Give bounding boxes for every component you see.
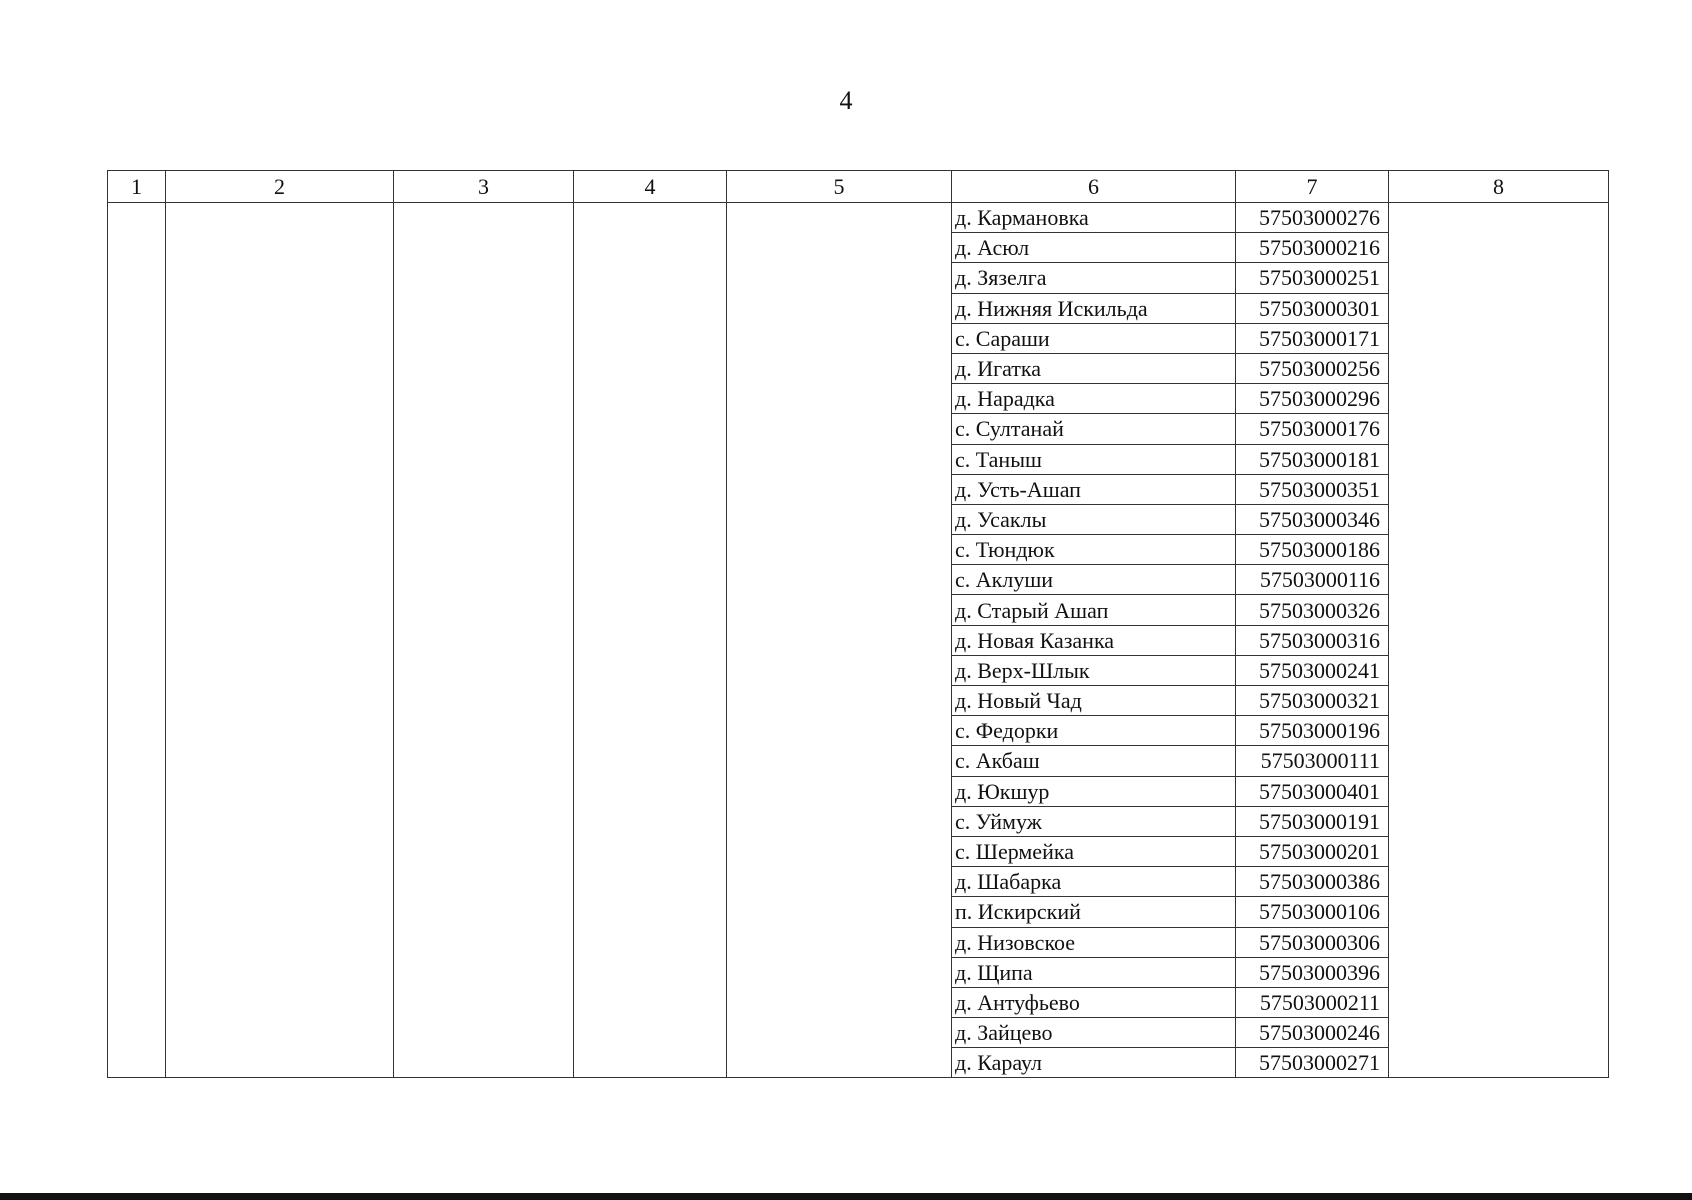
column-5-cell	[727, 203, 952, 1078]
settlement-name-cell: с. Уймуж	[952, 806, 1236, 836]
settlement-name-cell: д. Низовское	[952, 927, 1236, 957]
column-2-cell	[166, 203, 394, 1078]
column-3-cell	[394, 203, 574, 1078]
settlement-name-cell: с. Сараши	[952, 323, 1236, 353]
settlement-name-cell: д. Нижняя Искильда	[952, 293, 1236, 323]
oktmo-code-cell: 57503000216	[1236, 233, 1389, 263]
table-row	[108, 203, 1609, 233]
oktmo-code-cell: 57503000241	[1236, 655, 1389, 685]
settlement-name-cell: д. Верх-Шлык	[952, 655, 1236, 685]
oktmo-code-cell: 57503000111	[1236, 746, 1389, 776]
oktmo-code-cell: 57503000321	[1236, 686, 1389, 716]
oktmo-code-cell: 57503000116	[1236, 565, 1389, 595]
oktmo-code-cell: 57503000246	[1236, 1018, 1389, 1048]
oktmo-code-cell: 57503000316	[1236, 625, 1389, 655]
oktmo-code-cell: 57503000181	[1236, 444, 1389, 474]
settlement-name-cell: д. Караул	[952, 1048, 1236, 1078]
oktmo-code-cell: 57503000106	[1236, 897, 1389, 927]
settlement-name-cell: д. Усаклы	[952, 504, 1236, 534]
column-header-4: 4	[574, 171, 727, 203]
settlement-name-cell: с. Таныш	[952, 444, 1236, 474]
oktmo-code-cell: 57503000296	[1236, 384, 1389, 414]
settlement-name-cell: д. Игатка	[952, 353, 1236, 383]
oktmo-code-cell: 57503000346	[1236, 504, 1389, 534]
column-header-1: 1	[108, 171, 166, 203]
settlement-name-cell: д. Зайцево	[952, 1018, 1236, 1048]
settlement-name-cell: д. Зязелга	[952, 263, 1236, 293]
settlement-name-cell: с. Аклуши	[952, 565, 1236, 595]
column-header-2: 2	[166, 171, 394, 203]
oktmo-code-cell: 57503000256	[1236, 353, 1389, 383]
column-header-6: 6	[952, 171, 1236, 203]
settlement-name-cell: с. Акбаш	[952, 746, 1236, 776]
column-header-7: 7	[1236, 171, 1389, 203]
oktmo-code-cell: 57503000211	[1236, 987, 1389, 1017]
settlement-name-cell: д. Антуфьево	[952, 987, 1236, 1017]
settlement-name-cell: с. Федорки	[952, 716, 1236, 746]
table-header-row	[108, 171, 1609, 203]
column-header-5: 5	[727, 171, 952, 203]
oktmo-code-cell: 57503000386	[1236, 867, 1389, 897]
settlement-name-cell: п. Искирский	[952, 897, 1236, 927]
settlement-name-cell: д. Нарадка	[952, 384, 1236, 414]
oktmo-code-cell: 57503000326	[1236, 595, 1389, 625]
settlement-name-cell: с. Шермейка	[952, 836, 1236, 866]
settlement-name-cell: д. Усть-Ашап	[952, 474, 1236, 504]
column-header-8: 8	[1389, 171, 1609, 203]
oktmo-code-cell: 57503000201	[1236, 836, 1389, 866]
oktmo-code-cell: 57503000276	[1236, 203, 1389, 233]
page-number: 4	[839, 86, 853, 115]
oktmo-code-cell: 57503000176	[1236, 414, 1389, 444]
column-8-cell	[1389, 203, 1609, 1078]
oktmo-code-cell: 57503000301	[1236, 293, 1389, 323]
oktmo-code-cell: 57503000196	[1236, 716, 1389, 746]
oktmo-code-cell: 57503000171	[1236, 323, 1389, 353]
oktmo-code-cell: 57503000251	[1236, 263, 1389, 293]
oktmo-code-cell: 57503000271	[1236, 1048, 1389, 1078]
column-1-cell	[108, 203, 166, 1078]
settlement-name-cell: д. Шабарка	[952, 867, 1236, 897]
column-4-cell	[574, 203, 727, 1078]
oktmo-code-cell: 57503000351	[1236, 474, 1389, 504]
settlement-name-cell: д. Кармановка	[952, 203, 1236, 233]
oktmo-code-cell: 57503000191	[1236, 806, 1389, 836]
settlement-name-cell: с. Тюндюк	[952, 535, 1236, 565]
oktmo-code-cell: 57503000306	[1236, 927, 1389, 957]
oktmo-code-cell: 57503000396	[1236, 957, 1389, 987]
settlement-name-cell: д. Асюл	[952, 233, 1236, 263]
column-header-3: 3	[394, 171, 574, 203]
settlement-name-cell: д. Новая Казанка	[952, 625, 1236, 655]
settlement-name-cell: д. Старый Ашап	[952, 595, 1236, 625]
table-body	[108, 203, 1609, 1078]
scan-edge-bar	[0, 1193, 1692, 1200]
oktmo-code-cell: 57503000401	[1236, 776, 1389, 806]
settlement-name-cell: с. Султанай	[952, 414, 1236, 444]
settlements-table	[107, 170, 1609, 1078]
oktmo-code-cell: 57503000186	[1236, 535, 1389, 565]
settlement-name-cell: д. Щипа	[952, 957, 1236, 987]
settlement-name-cell: д. Юкшур	[952, 776, 1236, 806]
settlement-name-cell: д. Новый Чад	[952, 686, 1236, 716]
